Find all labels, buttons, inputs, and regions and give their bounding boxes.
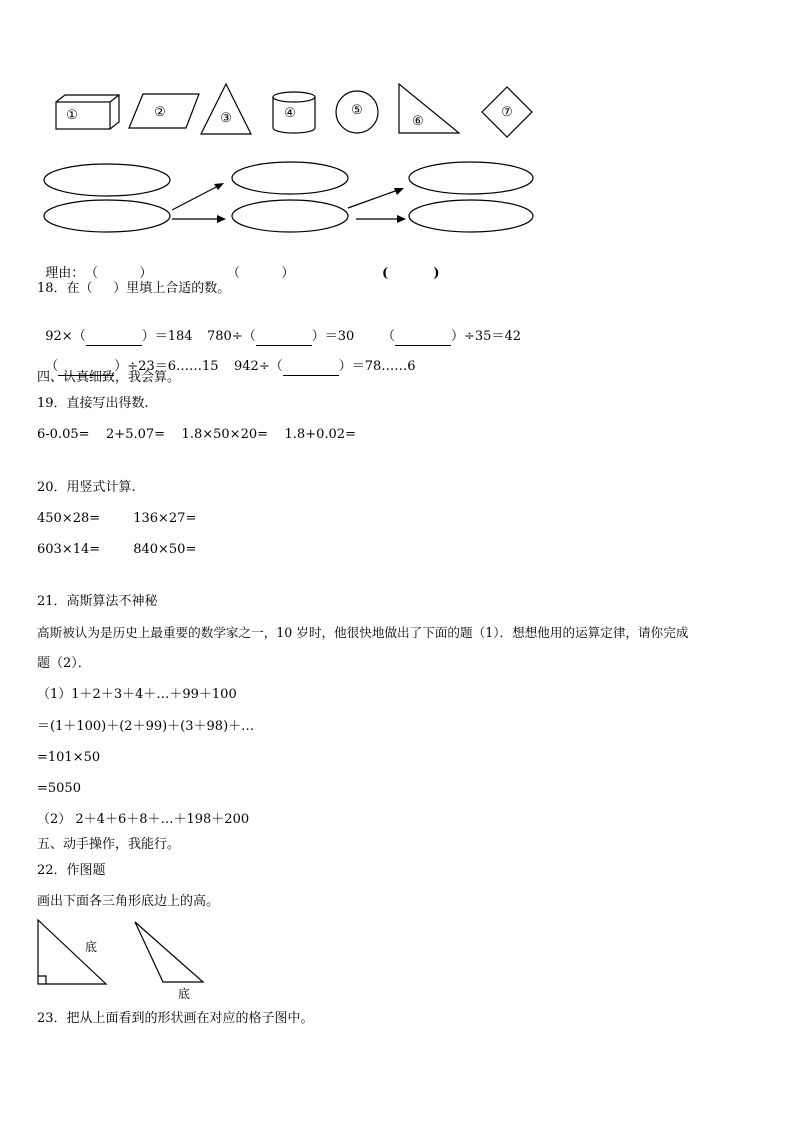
reason-blank-1: （ ） <box>85 266 153 281</box>
shape-label-7: ⑦ <box>501 105 513 120</box>
q21-line5: （2） 2＋4＋6＋8＋…＋198＋200 <box>37 812 250 827</box>
shape-label-1: ① <box>66 108 78 123</box>
q21-title: 21．高斯算法不神秘 <box>37 594 158 609</box>
right-triangle-shape <box>399 84 459 133</box>
q18-item-a: 92×（ ）＝184 <box>45 329 193 344</box>
answer-blank[interactable] <box>395 329 451 346</box>
section-5-heading: 五、动手操作，我能行。 <box>37 837 181 852</box>
category-ellipse-2a <box>232 162 348 194</box>
category-ellipse-2b <box>232 200 348 232</box>
shapes-figure <box>0 0 794 250</box>
right-angle-mark <box>38 976 46 984</box>
right-triangle-1 <box>38 920 106 984</box>
q21-line4: =5050 <box>37 781 81 796</box>
q23-title: 23．把从上面看到的形状画在对应的格子图中。 <box>37 1011 314 1026</box>
cylinder-top <box>273 92 315 102</box>
shape-label-2: ② <box>154 105 166 120</box>
arrow-1-up <box>172 185 220 210</box>
reason-blank-3: ( ) <box>382 266 440 281</box>
shape-label-3: ③ <box>220 111 232 126</box>
reason-line <box>37 250 440 282</box>
q18-row1 <box>37 313 521 346</box>
q22-title: 22．作图题 <box>37 863 106 878</box>
q21-para1: 高斯被认为是历史上最重要的数学家之一，10 岁时，他很快地做出了下面的题（1）．想想他用的运算定律，请你完成 <box>37 625 689 640</box>
q19-items: 6-0.05= 2+5.07= 1.8×50×20= 1.8+0.02= <box>37 427 356 442</box>
q18-item-c: （ ）÷35＝42 <box>382 329 521 344</box>
category-ellipse-1a <box>44 164 170 196</box>
shape-label-4: ④ <box>284 106 296 121</box>
answer-blank[interactable] <box>283 359 339 376</box>
category-ellipse-1b <box>44 200 170 232</box>
q18-item-d: （ ）÷23＝6……15 <box>45 359 219 374</box>
reason-blank-2: （ ） <box>227 266 295 281</box>
triangle-shape <box>201 84 251 134</box>
q21-line3: =101×50 <box>37 750 101 765</box>
answer-blank[interactable] <box>256 329 312 346</box>
reason-label: 理由： <box>45 266 85 281</box>
q18-item-b: 780÷（ ）＝30 <box>207 329 355 344</box>
q22-instruction: 画出下面各三角形底边上的高。 <box>37 894 220 909</box>
base-label-1: 底 <box>85 940 98 954</box>
q20-row2: 603×14= 840×50= <box>37 542 197 557</box>
shape-label-5: ⑤ <box>351 103 363 118</box>
q21-line2: ＝(1＋100)＋(2＋99)＋(3＋98)＋… <box>37 719 255 734</box>
q19-title: 19．直接写出得数. <box>37 396 149 411</box>
q18-item-e: 942÷（ ）＝78……6 <box>234 359 416 374</box>
cylinder-bottom <box>273 128 315 133</box>
arrow-2-up <box>348 190 398 208</box>
q20-title: 20．用竖式计算. <box>37 480 136 495</box>
q21-para2: 题（2）． <box>37 656 91 671</box>
section-4-heading: 四、认真细致，我会算。 <box>37 370 181 385</box>
q20-row1: 450×28= 136×27= <box>37 511 197 526</box>
base-label-2: 底 <box>178 987 191 1001</box>
cuboid-shape <box>56 102 110 129</box>
obtuse-triangle-2 <box>135 922 203 982</box>
category-ellipse-3b <box>409 200 533 232</box>
q21-line1: （1）1＋2＋3＋4＋…＋99＋100 <box>37 687 237 702</box>
shape-label-6: ⑥ <box>412 114 424 129</box>
q18-title: 18．在（ ）里填上合适的数。 <box>37 281 231 296</box>
category-ellipse-3a <box>409 162 533 194</box>
